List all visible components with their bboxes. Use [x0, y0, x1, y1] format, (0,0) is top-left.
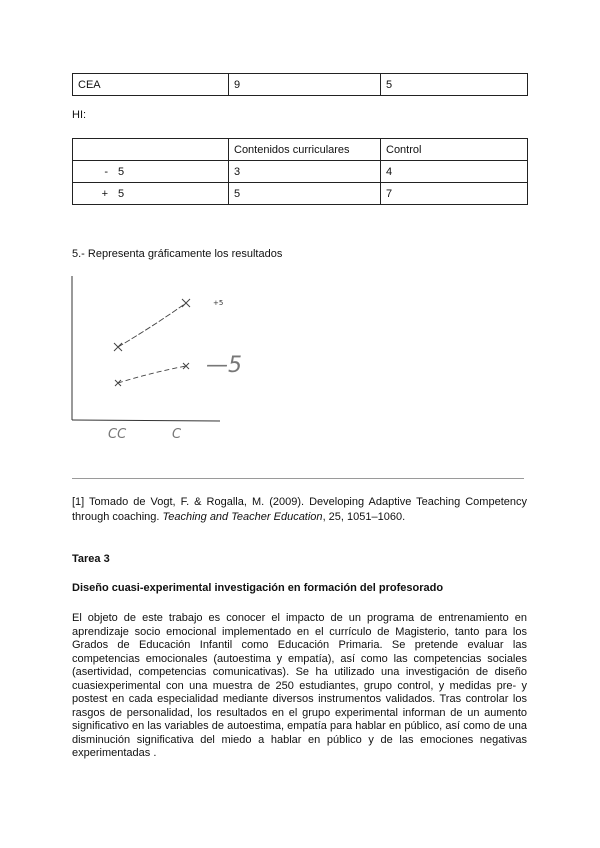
table-row [73, 161, 528, 183]
level-label: 5 [118, 187, 125, 200]
footnote-text-end: , 25, 1051–1060. [322, 511, 406, 523]
footnote-separator [72, 478, 524, 479]
footnote [72, 495, 527, 525]
level-label: 5 [118, 165, 125, 178]
section-title: Diseño cuasi-experimental investigación en formación del profesorado [72, 582, 444, 594]
footnote-text: [1] Tomado de Vogt, F. & Rogalla, M. (2009). Developing Adaptive Teaching Competency through coaching. [72, 496, 527, 523]
table-row [73, 183, 528, 205]
table-cell [73, 183, 229, 205]
sign-label: - [104, 165, 108, 178]
sketch-line-plus [118, 303, 186, 347]
sketch-point [114, 343, 122, 351]
table-cell: 3 [229, 161, 381, 183]
table-cell: 9 [229, 74, 381, 96]
hi-label: HI: [72, 109, 87, 121]
sketch-x-axis [72, 420, 220, 421]
sketch-line-minus [118, 366, 186, 383]
table-cea [72, 73, 528, 96]
table-cell: 5 [229, 183, 381, 205]
table-header-cell: Contenidos curriculares [229, 139, 381, 161]
sketch-label-plus: +5 [213, 299, 224, 307]
table-header-row [73, 139, 528, 161]
table-cell: CEA [73, 74, 229, 96]
table-header-cell: Control [381, 139, 528, 161]
footnote-journal: Teaching and Teacher Education [162, 511, 323, 523]
sketch-x-label: C [172, 427, 182, 442]
table-header-cell [73, 139, 229, 161]
hand-drawn-sketch [60, 268, 280, 448]
sketch-x-label: CC [108, 427, 127, 442]
sketch-point [115, 380, 121, 386]
sketch-point [182, 299, 190, 307]
sign-label: + [101, 187, 108, 200]
question-5: 5.- Representa gráficamente los resultados [72, 248, 283, 260]
sketch-label-minus: —5 [206, 353, 242, 378]
table-hi [72, 138, 528, 205]
table-row [73, 74, 528, 96]
table-cell: 4 [381, 161, 528, 183]
table-cell: 7 [381, 183, 528, 205]
table-cell [73, 161, 229, 183]
table-cell: 5 [381, 74, 528, 96]
body-paragraph: El objeto de este trabajo es conocer el impacto de un programa de entrenamiento en aprendizaje socio emocional implementado en el currículo de Magisterio, tanto para los Grados de Educación Infantil como Educación Primaria. Se pretende evaluar las competencias emocionales (autoestima y empatía), así como las competencias sociales (asertividad, competencias comunicativas). Se ha utilizado una investigación de diseño cuasiexperimental con una muestra de 250 estudiantes, grupo control, y medidas pre- y postest en cada especialidad mediante diversos instrumentos validados. Tras controlar los rasgos de personalidad, los resultados en el grupo experimental informan de un aumento significativo en las variables de autoestima, empatía para hablar en público, así como de una disminución significativa del miedo a hablar en público y de las emociones negativas experimentadas . [72, 612, 527, 759]
task-title: Tarea 3 [72, 553, 110, 565]
